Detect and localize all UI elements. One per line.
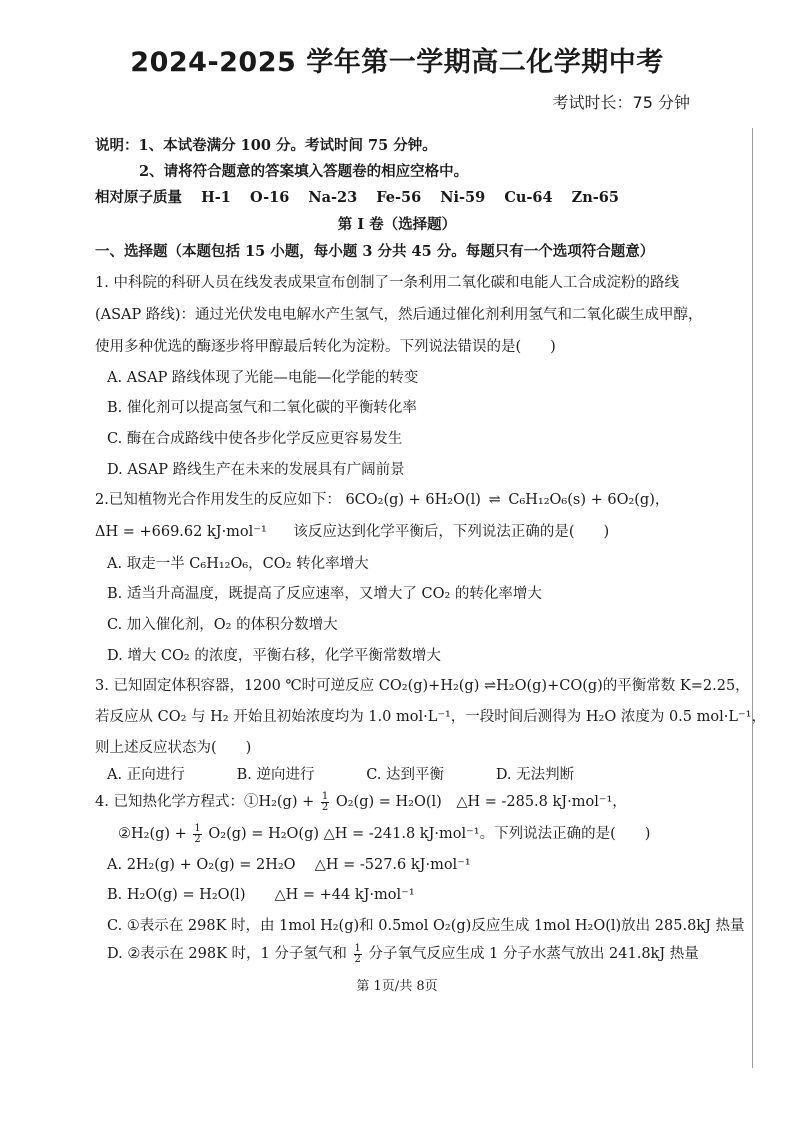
q2-option-d: D. 增大 CO₂ 的浓度，平衡右移，化学平衡常数增大 — [107, 648, 441, 664]
q2-option-c: C. 加入催化剂，O₂ 的体积分数增大 — [107, 617, 338, 633]
q4-option-b: B. H₂O(g) = H₂O(l) △H = +44 kJ·mol⁻¹ — [107, 887, 415, 903]
q2-option-a: A. 取走一半 C₆H₁₂O₆，CO₂ 转化率增大 — [107, 556, 369, 572]
q2-delta-h: ΔH = +669.62 kJ·mol⁻¹ — [95, 524, 267, 540]
fraction-numerator: 1 — [354, 942, 361, 954]
q4-eq2-lead: ②H₂(g) + — [118, 826, 187, 842]
fraction-half — [321, 792, 329, 813]
q4-lead: 4. 已知热化学方程式：①H₂(g) + — [95, 794, 315, 810]
q2-eq-right: C₆H₁₂O₆(s) + 6O₂(g)， — [508, 492, 670, 508]
atomic-mass-label: 相对原子质量 — [95, 189, 182, 206]
volume-title: 第 I 卷（选择题） — [337, 216, 457, 233]
q4-option-a: A. 2H₂(g) + O₂(g) = 2H₂O △H = -527.6 kJ·mol⁻¹ — [107, 857, 471, 873]
q3-option-b: B. 逆向进行 — [236, 767, 315, 783]
q3-line1: 3. 已知固定体积容器，1200 ℃时可逆反应 CO₂(g)+H₂(g) ⇌H₂O(g)+CO(g)的平衡常数 K=2.25， — [95, 678, 750, 694]
instruction-1: 说明：1、本试卷满分 100 分。考试时间 75 分钟。 — [95, 137, 437, 154]
mass-cu: Cu-64 — [504, 189, 553, 206]
q1-option-a: A. ASAP 路线体现了光能—电能—化学能的转变 — [107, 370, 419, 386]
q1-line2: (ASAP 路线)：通过光伏发电电解水产生氢气，然后通过催化剂利用氢气和二氧化碳生成甲醇， — [95, 307, 703, 323]
fraction-denominator: 2 — [354, 953, 361, 965]
q4-option-d-rest: 分子氧气反应生成 1 分子水蒸气放出 241.8kJ 热量 — [368, 946, 699, 962]
q4-option-c: C. ①表示在 298K 时，由 1mol H₂(g)和 0.5mol O₂(g)反应生成 1mol H₂O(l)放出 285.8kJ 热量 — [107, 918, 745, 934]
q2-option-b: B. 适当升高温度，既提高了反应速率，又增大了 CO₂ 的转化率增大 — [107, 586, 542, 602]
exam-duration: 考试时长：75 分钟 — [552, 93, 690, 112]
q2-stem: 该反应达到化学平衡后，下列说法正确的是( ) — [293, 524, 610, 540]
q1-option-d: D. ASAP 路线生产在未来的发展具有广阔前景 — [107, 462, 405, 478]
mass-na: Na-23 — [308, 189, 358, 206]
q3-options — [107, 763, 621, 784]
q3-option-c: C. 达到平衡 — [366, 767, 445, 783]
mass-h: H-1 — [201, 189, 231, 206]
page-footer: 第 1页/共 8页 — [356, 979, 438, 994]
fraction-half — [193, 824, 201, 845]
q4-line1 — [95, 790, 627, 813]
exam-title: 2024-2025 学年第一学期高二化学期中考 — [130, 47, 664, 78]
q4-option-d-lead: D. ②表示在 298K 时，1 分子氢气和 — [107, 946, 347, 962]
q3-line3: 则上述反应状态为( ) — [95, 740, 252, 756]
fraction-numerator: 1 — [194, 822, 201, 834]
instruction-2: 2、请将符合题意的答案填入答题卷的相应空格中。 — [139, 163, 469, 180]
q1-line1: 1. 中科院的科研人员在线发表成果宣布创制了一条利用二氧化碳和电能人工合成淀粉的路线 — [95, 275, 679, 291]
section-heading: 一、选择题（本题包括 15 小题，每小题 3 分共 45 分。每题只有一个选项符合题意） — [95, 243, 655, 260]
q1-option-c: C. 酶在合成路线中使各步化学反应更容易发生 — [107, 431, 403, 447]
q4-eq1-rest: O₂(g) = H₂O(l) △H = -285.8 kJ·mol⁻¹， — [335, 794, 627, 810]
q4-eq2-rest: O₂(g) = H₂O(g) △H = -241.8 kJ·mol⁻¹。下列说法正确的是( ) — [208, 826, 651, 842]
q4-option-d — [107, 942, 699, 965]
q1-line3: 使用多种优选的酶逐步将甲醇最后转化为淀粉。下列说法错误的是( ) — [95, 339, 556, 355]
q1-option-b: B. 催化剂可以提高氢气和二氧化碳的平衡转化率 — [107, 400, 417, 416]
q4-line2 — [118, 822, 650, 845]
fraction-half — [354, 944, 362, 965]
mass-zn: Zn-65 — [571, 189, 619, 206]
fraction-denominator: 2 — [321, 801, 329, 813]
mass-o: O-16 — [249, 189, 290, 206]
q2-lead: 2.已知植物光合作用发生的反应如下： — [95, 492, 341, 508]
equilibrium-arrow-icon: ⇌ — [488, 492, 501, 508]
fraction-denominator: 2 — [194, 833, 201, 845]
fraction-numerator: 1 — [321, 790, 329, 802]
q2-stem-line — [95, 520, 609, 541]
q3-option-a: A. 正向进行 — [107, 767, 185, 783]
mass-fe: Fe-56 — [376, 189, 422, 206]
q2-equation-line — [95, 488, 669, 509]
q2-eq-left: 6CO₂(g) + 6H₂O(l) — [345, 492, 481, 508]
q3-option-d: D. 无法判断 — [495, 767, 575, 783]
q3-line2: 若反应从 CO₂ 与 H₂ 开始且初始浓度均为 1.0 mol·L⁻¹，一段时间后测得为 H₂O 浓度为 0.5 mol·L⁻¹， — [95, 709, 766, 725]
margin-line — [752, 128, 753, 1068]
mass-ni: Ni-59 — [440, 189, 486, 206]
atomic-masses — [95, 186, 633, 207]
